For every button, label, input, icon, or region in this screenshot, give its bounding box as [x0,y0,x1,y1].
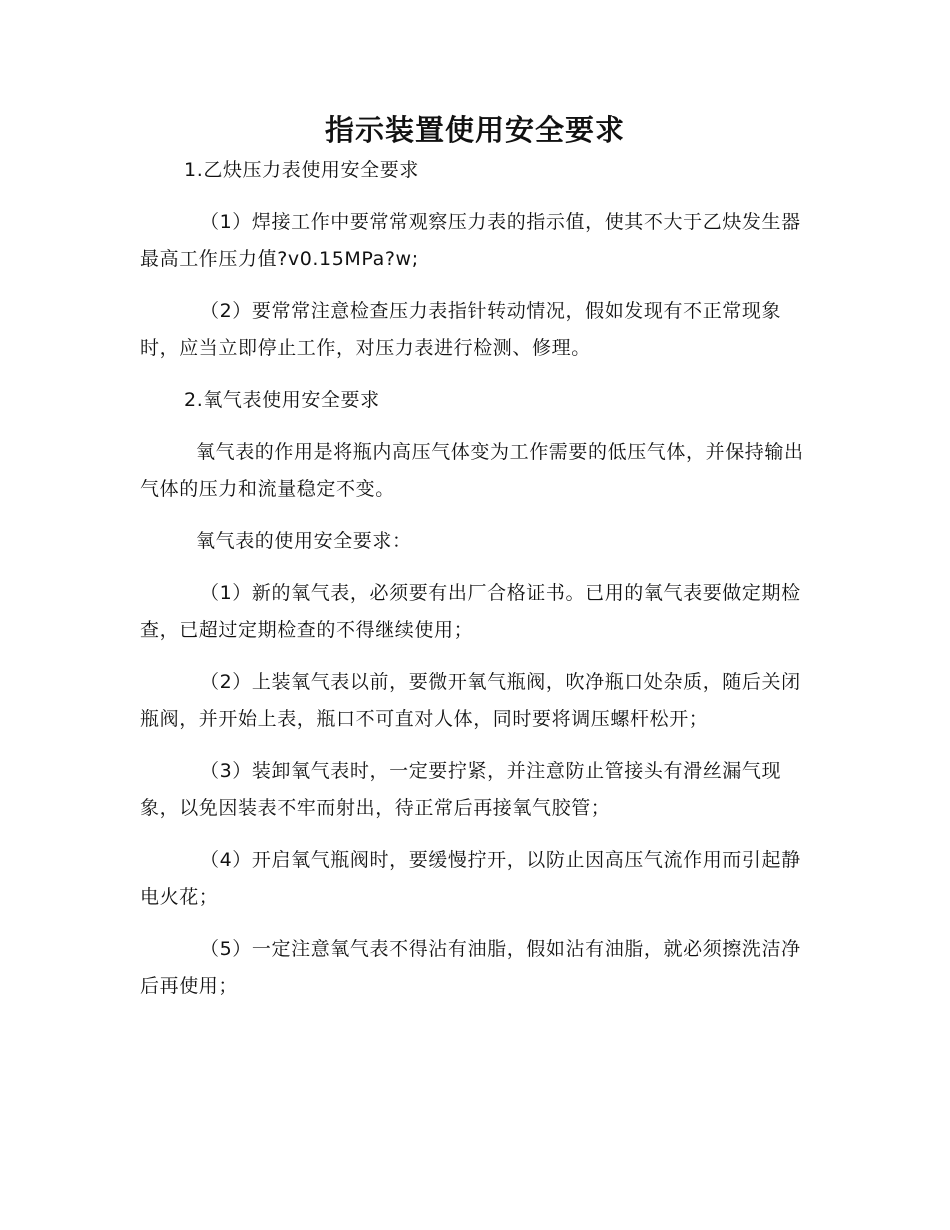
oxygen-item-3: （3）装卸氧气表时，一定要拧紧，并注意防止管接头有滑丝漏气现象，以免因装表不牢而射出，待正常后再接氧气胶管； [140,760,782,819]
oxygen-requirements-intro: 氧气表的使用安全要求： [196,530,412,552]
oxygen-gauge-description: 氧气表的作用是将瓶内高压气体变为工作需要的低压气体，并保持输出气体的压力和流量稳定不变。 [140,441,804,500]
section-heading-acetylene-gauge: 1.乙炔压力表使用安全要求 [184,159,419,181]
page-title: 指示装置使用安全要求 [324,113,625,147]
acetylene-item-1: （1）焊接工作中要常常观察压力表的指示值，使其不大于乙炔发生器最高工作压力值?v0.15MPa?w; [140,211,801,270]
oxygen-item-4: （4）开启氧气瓶阀时，要缓慢拧开，以防止因高压气流作用而引起静电火花； [140,849,801,908]
acetylene-item-2: （2）要常常注意检查压力表指针转动情况，假如发现有不正常现象时，应当立即停止工作，对压力表进行检测、修理。 [140,300,782,359]
section-heading-oxygen-gauge: 2.氧气表使用安全要求 [184,389,380,411]
oxygen-item-2: （2）上装氧气表以前，要微开氧气瓶阀，吹净瓶口处杂质，随后关闭瓶阀，并开始上表，瓶口不可直对人体，同时要将调压螺杆松开； [140,671,801,730]
oxygen-item-1: （1）新的氧气表，必须要有出厂合格证书。已用的氧气表要做定期检查，已超过定期检查的不得继续使用； [140,582,801,641]
oxygen-item-5: （5）一定注意氧气表不得沾有油脂，假如沾有油脂，就必须擦洗洁净后再使用； [140,938,801,997]
document-page [140,110,810,1020]
